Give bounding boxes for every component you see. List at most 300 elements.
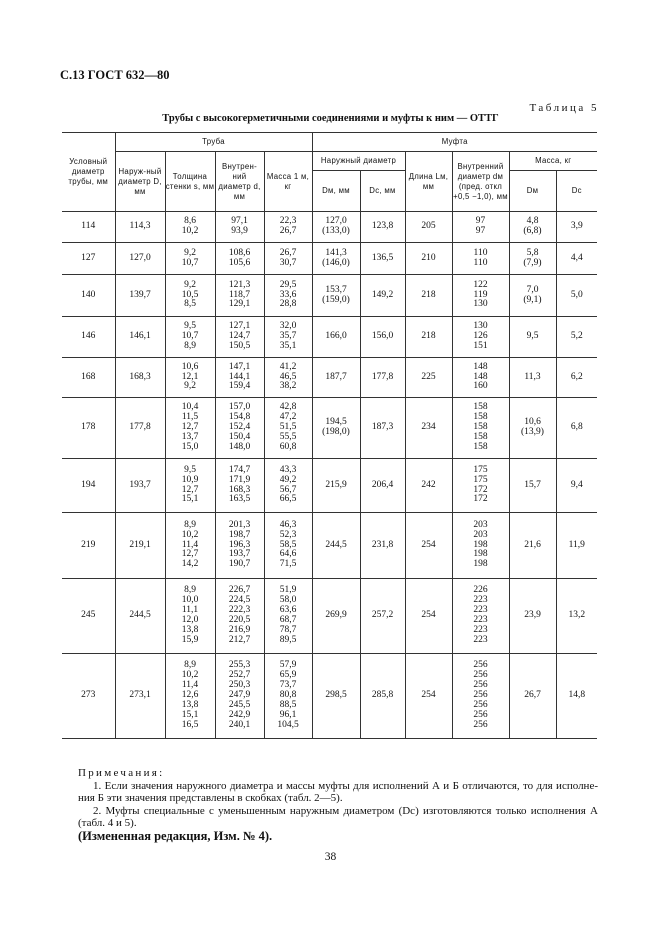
- inner-diameter-value: 171,9: [228, 474, 251, 485]
- mass-per-meter-value: 29,5: [279, 279, 297, 290]
- coupling-inner-d-value: 158: [473, 412, 488, 423]
- inner-diameter-value: 127,1: [228, 321, 251, 332]
- coupling-mass-dm-value: 7,0: [526, 284, 539, 295]
- coupling-dm-value: 298,5: [325, 690, 347, 701]
- wall-thickness-cell: [165, 243, 215, 275]
- coupling-mass-dm-cell: [509, 243, 556, 275]
- mass-per-meter-cell: [264, 317, 312, 358]
- inner-diameter-value: 196,3: [228, 539, 251, 550]
- mass-per-meter-value: 56,7: [279, 484, 297, 495]
- header-pipe: Труба: [115, 133, 312, 152]
- coupling-dc-cell: 206,4: [360, 459, 405, 513]
- coupling-inner-d-value: 97: [475, 216, 486, 227]
- wall-thickness-value: 8,6: [184, 216, 196, 227]
- wall-thickness-value: 8,5: [184, 299, 196, 310]
- inner-diameter-value: 129,1: [228, 299, 251, 310]
- coupling-mass-dm-value: (13,9): [521, 427, 544, 437]
- coupling-dm-value: (133,0): [322, 226, 350, 236]
- table-row: [62, 398, 597, 459]
- inner-diameter-value: 154,8: [228, 412, 251, 423]
- mass-per-meter-value: 51,5: [279, 422, 297, 433]
- coupling-inner-d-value: 172: [473, 494, 488, 505]
- wall-thickness-value: 11,4: [181, 539, 199, 550]
- coupling-inner-d-value: 151: [473, 340, 488, 351]
- mass-per-meter-value: 63,6: [279, 605, 297, 616]
- inner-diameter-value: 201,3: [228, 519, 251, 530]
- wall-thickness-value: 11,5: [181, 412, 199, 423]
- inner-diameter-value: 250,3: [228, 680, 251, 691]
- inner-diameter-value: 252,7: [228, 670, 251, 681]
- wall-thickness-value: 12,7: [181, 484, 199, 495]
- inner-diameter-value: 150,5: [228, 340, 251, 351]
- mass-per-meter-value: 42,8: [279, 402, 297, 413]
- inner-diameter-value: 242,9: [228, 709, 251, 720]
- coupling-inner-d-value: 223: [473, 615, 488, 625]
- coupling-mass-dm-value: 26,7: [524, 690, 541, 701]
- mass-per-meter-value: 35,7: [279, 331, 297, 342]
- inner-diameter-value: 255,3: [228, 660, 251, 671]
- coupling-dc-cell: 149,2: [360, 275, 405, 317]
- wall-thickness-value: 12,7: [181, 549, 199, 560]
- cond-diameter-cell: 273: [62, 654, 115, 739]
- wall-thickness-value: 10,0: [181, 595, 199, 606]
- coupling-length-cell: 210: [405, 243, 452, 275]
- inner-diameter-value: 157,0: [228, 402, 251, 413]
- coupling-inner-d-value: 122: [473, 279, 488, 290]
- cond-diameter-cell: 168: [62, 358, 115, 398]
- coupling-mass-dm-value: 9,5: [526, 331, 539, 342]
- mass-per-meter-cell: [264, 398, 312, 459]
- inner-diameter-value: 190,7: [228, 559, 251, 570]
- coupling-length-cell: 218: [405, 317, 452, 358]
- inner-diameter-cell: [215, 459, 264, 513]
- note-2: 2. Муфты специальные с уменьшенным наружным диаметром (Dс) изготовляются только исполнения А (табл. 4 и 5).: [78, 804, 598, 829]
- coupling-mass-dm-cell: [509, 513, 556, 579]
- table-row: [62, 513, 597, 579]
- inner-diameter-value: 150,4: [228, 431, 251, 442]
- inner-diameter-value: 222,3: [228, 605, 251, 616]
- wall-thickness-value: 9,2: [184, 381, 196, 392]
- table-row: [62, 212, 597, 243]
- mass-per-meter-value: 78,7: [279, 624, 297, 635]
- wall-thickness-value: 10,7: [181, 257, 199, 268]
- wall-thickness-value: 16,5: [181, 719, 199, 730]
- coupling-inner-d-value: 158: [473, 431, 488, 442]
- coupling-dc-cell: 156,0: [360, 317, 405, 358]
- coupling-dm-cell: [312, 243, 360, 275]
- mass-per-meter-value: 89,5: [279, 634, 297, 645]
- outer-diameter-cell: 244,5: [115, 579, 165, 654]
- mass-per-meter-value: 43,3: [279, 464, 297, 475]
- wall-thickness-value: 15,1: [181, 494, 199, 505]
- wall-thickness-value: 10,7: [181, 331, 199, 342]
- wall-thickness-value: 9,5: [184, 464, 196, 475]
- coupling-dm-cell: [312, 212, 360, 243]
- coupling-length-cell: 242: [405, 459, 452, 513]
- inner-diameter-value: 159,4: [228, 381, 251, 392]
- wall-thickness-value: 11,1: [181, 605, 199, 616]
- mass-per-meter-value: 58,5: [279, 539, 297, 550]
- table-number: Таблица 5: [529, 102, 599, 114]
- mass-per-meter-value: 30,7: [279, 257, 297, 268]
- outer-diameter-cell: 273,1: [115, 654, 165, 739]
- coupling-dc-cell: 231,8: [360, 513, 405, 579]
- inner-diameter-value: 193,7: [228, 549, 251, 560]
- table-row: [62, 358, 597, 398]
- outer-diameter-cell: 219,1: [115, 513, 165, 579]
- mass-per-meter-value: 49,2: [279, 474, 297, 485]
- coupling-inner-d-cell: [452, 358, 509, 398]
- inner-diameter-value: 93,9: [231, 226, 248, 236]
- coupling-dm-value: (146,0): [322, 257, 350, 268]
- coupling-dm-value: 166,0: [325, 331, 347, 342]
- inner-diameter-value: 118,7: [228, 289, 251, 300]
- coupling-dm-cell: [312, 459, 360, 513]
- coupling-length-cell: 225: [405, 358, 452, 398]
- coupling-dm-cell: [312, 358, 360, 398]
- coupling-inner-d-cell: [452, 459, 509, 513]
- coupling-inner-d-value: 110: [473, 257, 488, 268]
- coupling-inner-d-value: 158: [473, 422, 488, 433]
- mass-per-meter-cell: [264, 654, 312, 739]
- mass-per-meter-value: 33,6: [279, 289, 297, 300]
- mass-per-meter-cell: [264, 513, 312, 579]
- wall-thickness-value: 10,9: [181, 474, 199, 485]
- coupling-length-cell: 254: [405, 579, 452, 654]
- inner-diameter-value: 245,5: [228, 699, 251, 710]
- table-row: [62, 459, 597, 513]
- coupling-inner-d-value: 148: [473, 371, 488, 382]
- coupling-mass-dc-cell: 5,0: [556, 275, 597, 317]
- coupling-dm-cell: [312, 513, 360, 579]
- coupling-inner-d-cell: [452, 212, 509, 243]
- page-header: С.13 ГОСТ 632—80: [60, 68, 170, 82]
- wall-thickness-value: 15,9: [181, 634, 199, 645]
- header-dm: Dм, мм: [312, 171, 360, 212]
- wall-thickness-value: 10,5: [181, 289, 199, 300]
- coupling-inner-d-cell: [452, 654, 509, 739]
- wall-thickness-value: 9,2: [184, 247, 196, 258]
- coupling-mass-dm-cell: [509, 459, 556, 513]
- coupling-inner-d-value: 119: [473, 289, 488, 300]
- coupling-dc-cell: 285,8: [360, 654, 405, 739]
- header-mass-coupling: Масса, кг: [509, 152, 597, 171]
- coupling-mass-dm-value: (9,1): [523, 294, 542, 305]
- coupling-dm-value: 215,9: [325, 479, 347, 490]
- wall-thickness-value: 14,2: [181, 559, 199, 570]
- inner-diameter-cell: [215, 317, 264, 358]
- mass-per-meter-value: 80,8: [279, 690, 297, 701]
- table-row: [62, 579, 597, 654]
- wall-thickness-value: 13,7: [181, 431, 199, 442]
- cond-diameter-cell: 194: [62, 459, 115, 513]
- coupling-inner-d-value: 256: [473, 660, 488, 671]
- table-row: [62, 654, 597, 739]
- cond-diameter-cell: 140: [62, 275, 115, 317]
- wall-thickness-value: 10,4: [181, 402, 199, 413]
- coupling-inner-d-value: 223: [473, 595, 488, 606]
- coupling-dc-cell: 187,3: [360, 398, 405, 459]
- coupling-length-cell: 254: [405, 654, 452, 739]
- coupling-dm-value: 153,7: [325, 284, 347, 295]
- inner-diameter-value: 168,3: [228, 484, 251, 495]
- page-number: 38: [324, 851, 337, 863]
- wall-thickness-value: 12,6: [181, 690, 199, 701]
- inner-diameter-value: 152,4: [228, 422, 251, 433]
- wall-thickness-cell: [165, 358, 215, 398]
- header-dc: Dс, мм: [360, 171, 405, 212]
- coupling-mass-dm-cell: [509, 358, 556, 398]
- coupling-dm-value: 269,9: [325, 610, 347, 621]
- inner-diameter-cell: [215, 275, 264, 317]
- table-row: [62, 317, 597, 358]
- wall-thickness-value: 12,0: [181, 615, 199, 625]
- coupling-mass-dc-cell: 6,2: [556, 358, 597, 398]
- inner-diameter-value: 163,5: [228, 494, 251, 505]
- inner-diameter-value: 247,9: [228, 690, 251, 701]
- mass-per-meter-value: 60,8: [279, 441, 297, 452]
- inner-diameter-value: 147,1: [228, 361, 251, 372]
- coupling-inner-d-value: 198: [473, 549, 488, 560]
- coupling-inner-d-value: 198: [473, 539, 488, 550]
- mass-per-meter-value: 64,6: [279, 549, 297, 560]
- coupling-dc-cell: 123,8: [360, 212, 405, 243]
- cond-diameter-cell: 114: [62, 212, 115, 243]
- coupling-dm-value: 194,5: [325, 417, 347, 428]
- inner-diameter-value: 216,9: [228, 624, 251, 635]
- coupling-dm-cell: [312, 654, 360, 739]
- coupling-inner-d-cell: [452, 398, 509, 459]
- coupling-dc-cell: 136,5: [360, 243, 405, 275]
- wall-thickness-value: 10,2: [181, 670, 199, 681]
- mass-per-meter-cell: [264, 459, 312, 513]
- mass-per-meter-value: 41,2: [279, 361, 297, 372]
- outer-diameter-cell: 177,8: [115, 398, 165, 459]
- cond-diameter-cell: 178: [62, 398, 115, 459]
- mass-per-meter-value: 55,5: [279, 431, 297, 442]
- coupling-dm-value: 244,5: [325, 539, 347, 550]
- coupling-inner-d-value: 256: [473, 709, 488, 720]
- coupling-mass-dm-cell: [509, 579, 556, 654]
- coupling-inner-d-value: 130: [473, 321, 488, 332]
- header-coupling: Муфта: [312, 133, 597, 152]
- mass-per-meter-value: 57,9: [279, 660, 297, 671]
- coupling-mass-dc-cell: 4,4: [556, 243, 597, 275]
- mass-per-meter-value: 28,8: [279, 299, 297, 310]
- notes: [78, 767, 598, 830]
- coupling-mass-dm-value: (6,8): [523, 226, 542, 236]
- mass-per-meter-value: 46,3: [279, 519, 297, 530]
- coupling-mass-dm-value: 5,8: [526, 247, 539, 258]
- inner-diameter-cell: [215, 654, 264, 739]
- inner-diameter-value: 174,7: [228, 464, 251, 475]
- mass-per-meter-cell: [264, 212, 312, 243]
- cond-diameter-cell: 127: [62, 243, 115, 275]
- inner-diameter-value: 108,6: [228, 247, 251, 258]
- wall-thickness-value: 9,2: [184, 279, 196, 290]
- outer-diameter-cell: 193,7: [115, 459, 165, 513]
- inner-diameter-value: 144,1: [228, 371, 251, 382]
- mass-per-meter-cell: [264, 579, 312, 654]
- inner-diameter-value: 212,7: [228, 634, 251, 645]
- coupling-length-cell: 254: [405, 513, 452, 579]
- inner-diameter-value: 148,0: [228, 441, 251, 452]
- inner-diameter-value: 124,7: [228, 331, 251, 342]
- wall-thickness-value: 15,1: [181, 709, 199, 720]
- coupling-mass-dm-cell: [509, 212, 556, 243]
- coupling-inner-d-value: 110: [473, 247, 488, 258]
- wall-thickness-cell: [165, 398, 215, 459]
- coupling-dm-value: 127,0: [325, 216, 347, 227]
- coupling-dm-cell: [312, 275, 360, 317]
- coupling-mass-dm-cell: [509, 654, 556, 739]
- coupling-inner-d-cell: [452, 243, 509, 275]
- wall-thickness-value: 12,7: [181, 422, 199, 433]
- inner-diameter-cell: [215, 579, 264, 654]
- coupling-inner-d-value: 256: [473, 680, 488, 691]
- mass-per-meter-value: 32,0: [279, 321, 297, 332]
- coupling-inner-d-value: 223: [473, 605, 488, 616]
- mass-per-meter-cell: [264, 358, 312, 398]
- table-row: [62, 275, 597, 317]
- coupling-inner-d-value: 256: [473, 719, 488, 730]
- coupling-inner-d-value: 203: [473, 519, 488, 530]
- ottg-table: [62, 132, 597, 739]
- cond-diameter-cell: 146: [62, 317, 115, 358]
- wall-thickness-cell: [165, 317, 215, 358]
- mass-per-meter-value: 58,0: [279, 595, 297, 606]
- coupling-mass-dc-cell: 11,9: [556, 513, 597, 579]
- wall-thickness-value: 10,2: [181, 529, 199, 540]
- mass-per-meter-value: 65,9: [279, 670, 297, 681]
- wall-thickness-value: 8,9: [184, 340, 196, 351]
- outer-diameter-cell: 168,3: [115, 358, 165, 398]
- coupling-mass-dc-cell: 14,8: [556, 654, 597, 739]
- coupling-inner-d-value: 148: [473, 361, 488, 372]
- header-outer-d-coupling: Наружный диаметр: [312, 152, 405, 171]
- inner-diameter-value: 226,7: [228, 585, 251, 596]
- coupling-mass-dm-value: 15,7: [524, 479, 541, 490]
- coupling-inner-d-value: 198: [473, 559, 488, 570]
- wall-thickness-value: 8,9: [184, 585, 196, 596]
- coupling-mass-dm-value: 23,9: [524, 610, 541, 621]
- coupling-dm-cell: [312, 398, 360, 459]
- wall-thickness-value: 10,2: [181, 226, 199, 236]
- coupling-dm-value: 187,7: [325, 371, 347, 382]
- coupling-mass-dm-value: (7,9): [523, 257, 542, 268]
- inner-diameter-value: 105,6: [228, 257, 251, 268]
- wall-thickness-value: 12,1: [181, 371, 199, 382]
- coupling-dm-cell: [312, 317, 360, 358]
- coupling-mass-dc-cell: 6,8: [556, 398, 597, 459]
- coupling-inner-d-value: 126: [473, 331, 488, 342]
- coupling-mass-dm-value: 21,6: [524, 539, 541, 550]
- mass-per-meter-value: 51,9: [279, 585, 297, 596]
- wall-thickness-value: 11,4: [181, 680, 199, 691]
- coupling-inner-d-value: 158: [473, 402, 488, 413]
- inner-diameter-value: 121,3: [228, 279, 251, 290]
- outer-diameter-cell: 139,7: [115, 275, 165, 317]
- mass-per-meter-value: 26,7: [279, 247, 297, 258]
- coupling-mass-dm-value: 4,8: [526, 216, 539, 227]
- header-length: Длина Lм, мм: [405, 152, 452, 212]
- mass-per-meter-value: 88,5: [279, 699, 297, 710]
- inner-diameter-value: 97,1: [231, 216, 248, 227]
- coupling-mass-dm-value: 10,6: [524, 417, 541, 428]
- coupling-mass-dm-value: 11,3: [524, 371, 541, 382]
- table-row: [62, 243, 597, 275]
- coupling-inner-d-value: 256: [473, 670, 488, 681]
- coupling-dm-value: 141,3: [325, 247, 347, 258]
- inner-diameter-cell: [215, 212, 264, 243]
- note-1: 1. Если значения наружного диаметра и массы муфты для исполнений А и Б отличаются, то для исполнения Б эти значения представлены в скобках (табл. 2—5).: [78, 779, 598, 804]
- mass-per-meter-value: 52,3: [279, 529, 297, 540]
- coupling-inner-d-cell: [452, 317, 509, 358]
- mass-per-meter-value: 46,5: [279, 371, 297, 382]
- coupling-inner-d-cell: [452, 275, 509, 317]
- coupling-mass-dm-cell: [509, 275, 556, 317]
- coupling-inner-d-value: 223: [473, 634, 488, 645]
- coupling-mass-dm-cell: [509, 317, 556, 358]
- header-inner-d-coupling: Внутренний диаметр dм (пред. откл +0,5 −1,0), мм: [452, 152, 509, 212]
- coupling-inner-d-value: 172: [473, 484, 488, 495]
- coupling-inner-d-value: 158: [473, 441, 488, 452]
- coupling-inner-d-value: 160: [473, 381, 488, 392]
- cond-diameter-cell: 245: [62, 579, 115, 654]
- table-title: Трубы с высокогерметичными соединениями и муфты к ним — ОТТГ: [162, 113, 499, 124]
- cond-diameter-cell: 219: [62, 513, 115, 579]
- coupling-inner-d-value: 175: [473, 464, 488, 475]
- wall-thickness-cell: [165, 513, 215, 579]
- outer-diameter-cell: 114,3: [115, 212, 165, 243]
- mass-per-meter-cell: [264, 243, 312, 275]
- coupling-dm-cell: [312, 579, 360, 654]
- coupling-mass-dc-cell: 3,9: [556, 212, 597, 243]
- inner-diameter-value: 220,5: [228, 615, 251, 625]
- wall-thickness-value: 8,9: [184, 519, 196, 530]
- coupling-length-cell: 218: [405, 275, 452, 317]
- mass-per-meter-cell: [264, 275, 312, 317]
- coupling-inner-d-value: 130: [473, 299, 488, 310]
- coupling-inner-d-value: 97: [475, 226, 486, 236]
- coupling-inner-d-value: 226: [473, 585, 488, 596]
- header-outer-d-pipe: Наруж-ный диаметр D, мм: [115, 152, 165, 212]
- coupling-mass-dc-cell: 13,2: [556, 579, 597, 654]
- wall-thickness-cell: [165, 275, 215, 317]
- header-mass-pipe: Масса 1 м, кг: [264, 152, 312, 212]
- wall-thickness-cell: [165, 579, 215, 654]
- wall-thickness-cell: [165, 212, 215, 243]
- header-wall: Толщина стенки s, мм: [165, 152, 215, 212]
- inner-diameter-cell: [215, 513, 264, 579]
- mass-per-meter-value: 66,5: [279, 494, 297, 505]
- coupling-dm-value: (159,0): [322, 294, 350, 305]
- coupling-mass-dc-cell: 5,2: [556, 317, 597, 358]
- mass-per-meter-value: 73,7: [279, 680, 297, 691]
- mass-per-meter-value: 47,2: [279, 412, 297, 423]
- outer-diameter-cell: 127,0: [115, 243, 165, 275]
- coupling-inner-d-cell: [452, 579, 509, 654]
- mass-per-meter-value: 26,7: [279, 226, 297, 236]
- inner-diameter-value: 240,1: [228, 719, 251, 730]
- inner-diameter-value: 224,5: [228, 595, 251, 606]
- wall-thickness-value: 9,5: [184, 321, 196, 332]
- notes-title: Примечания:: [78, 767, 165, 779]
- header-mass-dm: Dм: [509, 171, 556, 212]
- coupling-dc-cell: 257,2: [360, 579, 405, 654]
- outer-diameter-cell: 146,1: [115, 317, 165, 358]
- inner-diameter-cell: [215, 358, 264, 398]
